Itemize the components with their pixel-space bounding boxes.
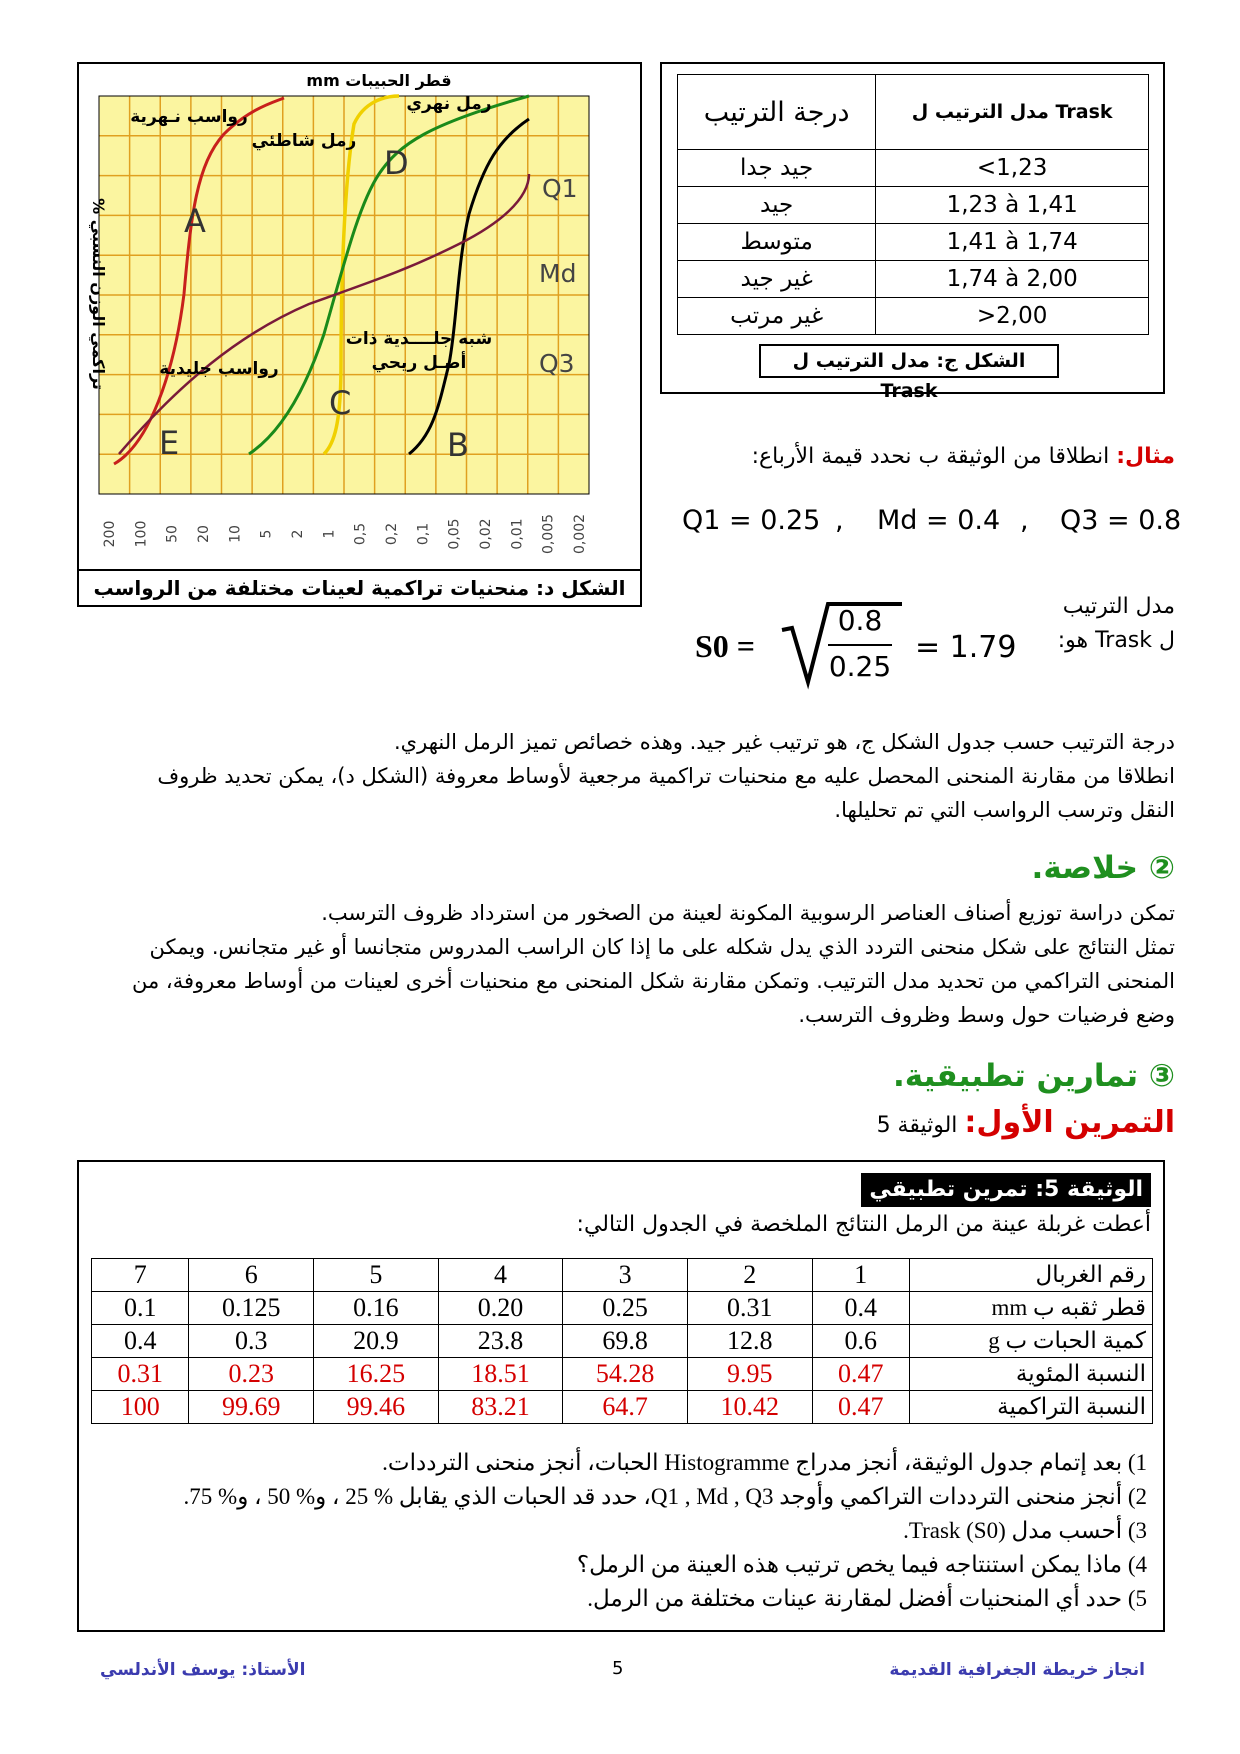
label-river-sand: رمل نهري	[406, 94, 492, 114]
table-cell: 7	[92, 1259, 189, 1292]
x-tick-label: 10	[227, 525, 244, 543]
x-tick-label: 0,01	[509, 518, 526, 550]
trask-degree: غير مرتب	[678, 298, 876, 335]
row-label: كمية الحبات ب g	[910, 1325, 1153, 1358]
first-exercise-line	[877, 1105, 1175, 1140]
trask-row	[678, 224, 1149, 261]
quartile-label-Md: Md	[539, 259, 577, 288]
summary-heading: ② خلاصة.	[1031, 850, 1175, 886]
table-cell: 20.9	[314, 1325, 439, 1358]
trask-range: >2,00	[876, 298, 1149, 335]
table-cell: 16.25	[314, 1358, 439, 1391]
curve-letter-C: C	[329, 384, 352, 422]
table-cell: 0.31	[92, 1358, 189, 1391]
exercise-questions	[87, 1446, 1147, 1616]
label-beach-sand: رمل شاطئي	[251, 131, 357, 151]
footer-author: الأستاذ: يوسف الأندلسي	[100, 1660, 306, 1680]
table-cell: 0.20	[438, 1292, 563, 1325]
x-tick-labels	[102, 514, 588, 554]
quartile-sep-2: ,	[1020, 505, 1029, 536]
paragraph-line: انطلاقا من مقارنة المنحنى المحصل عليه مع منحنيات تراكمية مرجعية لأوساط معروفة (الشكل د)، يمكن تحديد ظروف	[157, 764, 1175, 788]
table-cell: 23.8	[438, 1325, 563, 1358]
interpretation-paragraph	[75, 725, 1175, 827]
table-cell: 0.47	[812, 1391, 909, 1424]
figure-d-caption: الشكل د: منحنيات تراكمية لعينات مختلفة من الرواسب	[79, 569, 640, 605]
table-cell: 69.8	[563, 1325, 688, 1358]
summary-line: تمكن دراسة توزيع أصناف العناصر الرسوبية المكونة لعينة من الصخور من استرداد ظروف الترسب.	[321, 901, 1175, 925]
table-cell: 0.4	[92, 1325, 189, 1358]
document-5-title: الوثيقة 5: تمرين تطبيقي	[861, 1173, 1151, 1207]
example-line	[752, 440, 1175, 474]
summary-line: وضع فرضيات حول وسط وظروف الترسب.	[798, 1003, 1175, 1027]
first-exercise-label: التمرين الأول:	[964, 1105, 1175, 1140]
row-label: قطر ثقبه ب mm	[910, 1292, 1153, 1325]
curve-letter-B: B	[447, 426, 469, 464]
question-item: 4) ماذا يمكن استنتاجه فيما يخص ترتيب هذه العينة من الرمل؟	[576, 1552, 1147, 1577]
summary-paragraph	[75, 896, 1175, 1032]
document-5-box	[77, 1160, 1165, 1632]
trask-degree: جيد جدا	[678, 150, 876, 187]
curve-letter-D: D	[384, 144, 409, 182]
x-tick-label: 20	[196, 525, 212, 543]
table-cell: 4	[438, 1259, 563, 1292]
trask-caption: الشكل ج: مدل الترتيب ل Trask	[759, 344, 1059, 378]
quartile-label-Q1: Q1	[542, 174, 578, 203]
row-label: النسبة المئوية	[910, 1358, 1153, 1391]
quartile-q1: Q1 = 0.25	[682, 505, 821, 536]
table-cell: 0.16	[314, 1292, 439, 1325]
s0-label-line2: ل Trask هو:	[1057, 628, 1175, 653]
table-cell: 0.6	[812, 1325, 909, 1358]
trask-row	[678, 150, 1149, 187]
trask-table	[677, 74, 1149, 335]
table-row	[92, 1358, 1153, 1391]
table-cell: 12.8	[687, 1325, 812, 1358]
x-tick-label: 100	[133, 520, 150, 548]
table-cell: 6	[189, 1259, 314, 1292]
trask-header-coefficient: مدل الترتيب ل Trask	[876, 75, 1149, 150]
table-row	[92, 1391, 1153, 1424]
x-tick-label: 0,1	[415, 522, 432, 546]
quartile-sep-1: ,	[835, 505, 844, 536]
table-cell: 10.42	[687, 1391, 812, 1424]
exercises-heading: ③ تمارين تطبيقية.	[893, 1058, 1175, 1094]
label-glacial-sediments: رواسب جليدية	[159, 359, 279, 379]
chart-top-label: قطر الحبيبات mm	[306, 71, 452, 90]
table-row	[92, 1325, 1153, 1358]
quartile-md: Md = 0.4	[877, 505, 1001, 536]
table-cell: 54.28	[563, 1358, 688, 1391]
x-tick-label: 5	[258, 529, 275, 539]
footer-title: انجاز خريطة الجغرافية القديمة	[889, 1660, 1145, 1680]
table-cell: 9.95	[687, 1358, 812, 1391]
table-cell: 99.69	[189, 1391, 314, 1424]
figure-d-cumulative-curves	[77, 62, 642, 607]
question-item: 1) بعد إتمام جدول الوثيقة، أنجز مدراج Histogramme الحبات، أنجز منحنى الترددات.	[382, 1450, 1147, 1475]
s0-result: = 1.79	[915, 630, 1017, 665]
s0-symbol: S0 =	[695, 628, 756, 664]
cumulative-chart	[79, 64, 640, 571]
row-label: رقم الغربال	[910, 1259, 1153, 1292]
curve-letter-A: A	[184, 202, 206, 240]
s0-label	[1058, 590, 1175, 658]
table-cell: 0.47	[812, 1358, 909, 1391]
s0-numerator: 0.8	[837, 604, 883, 637]
x-tick-label: 200	[102, 520, 118, 548]
paragraph-line: درجة الترتيب حسب جدول الشكل ج، هو ترتيب غير جيد. وهذه خصائص تميز الرمل النهري.	[394, 730, 1175, 754]
paragraph-line: النقل وترسب الرواسب التي تم تحليلها.	[834, 798, 1175, 822]
document-5-intro: أعطت غربلة عينة من الرمل النتائج الملخصة في الجدول التالي:	[576, 1212, 1151, 1237]
table-cell: 3	[563, 1259, 688, 1292]
question-item: 3) أحسب مدل Trask (S0).	[903, 1518, 1147, 1543]
example-text: انطلاقا من الوثيقة ب نحدد قيمة الأرباع:	[751, 444, 1110, 469]
x-tick-label: 0,05	[446, 518, 463, 550]
trask-range: <1,23	[876, 150, 1149, 187]
table-cell: 0.23	[189, 1358, 314, 1391]
table-cell: 0.3	[189, 1325, 314, 1358]
x-tick-label: 0,02	[478, 518, 494, 550]
chart-y-axis-label: % تراكمي الوزن النسبي	[89, 198, 108, 390]
table-cell: 100	[92, 1391, 189, 1424]
trask-degree: جيد	[678, 187, 876, 224]
trask-row	[678, 261, 1149, 298]
first-exercise-ref: الوثيقة 5	[876, 1113, 958, 1138]
trask-range: 1,23 à 1,41	[876, 187, 1149, 224]
x-tick-label: 1	[321, 529, 338, 539]
trask-row	[678, 187, 1149, 224]
page-number: 5	[612, 1658, 624, 1679]
label-river-sediments: رواسب نـهرية	[130, 107, 248, 127]
x-tick-label: 0,2	[384, 522, 400, 546]
s0-denominator: 0.25	[828, 650, 892, 683]
sieve-table	[91, 1258, 1153, 1424]
x-tick-label: 50	[164, 525, 181, 543]
quartile-label-Q3: Q3	[539, 349, 575, 378]
trask-range: 1,41 à 1,74	[876, 224, 1149, 261]
table-cell: 0.31	[687, 1292, 812, 1325]
label-semi-glacial-line1: شبه جلــــدية ذات	[345, 329, 493, 349]
trask-table-box	[660, 62, 1165, 402]
x-tick-label: 2	[290, 529, 306, 539]
table-cell: 0.125	[189, 1292, 314, 1325]
table-cell: 83.21	[438, 1391, 563, 1424]
s0-label-line1: مدل الترتيب	[1062, 594, 1175, 619]
trask-header-degree: درجة الترتيب	[678, 75, 876, 150]
table-row	[92, 1259, 1153, 1292]
table-cell: 0.4	[812, 1292, 909, 1325]
row-label: النسبة التراكمية	[910, 1391, 1153, 1424]
x-tick-label: 0,002	[572, 513, 588, 555]
table-cell: 5	[314, 1259, 439, 1292]
trask-degree: متوسط	[678, 224, 876, 261]
question-item: 5) حدد أي المنحنيات أفضل لمقارنة عينات مختلفة من الرمل.	[587, 1586, 1147, 1611]
x-tick-label: 0,005	[540, 513, 557, 555]
summary-line: تمثل النتائج على شكل منحنى التردد الذي يدل شكله على ما إذا كان الراسب المدروس متجانسا أو غير متجانس. ويمكن	[149, 935, 1175, 959]
trask-range: 1,74 à 2,00	[876, 261, 1149, 298]
table-cell: 18.51	[438, 1358, 563, 1391]
summary-line: المنحنى التراكمي من تحديد مدل الترتيب. وتمكن مقارنة شكل المنحنى مع منحنيات أخرى لعينات من أوساط معروفة، من	[132, 969, 1175, 993]
table-cell: 64.7	[563, 1391, 688, 1424]
table-cell: 0.1	[92, 1292, 189, 1325]
quartile-q3: Q3 = 0.8	[1060, 505, 1182, 536]
trask-degree: غير جيد	[678, 261, 876, 298]
example-label: مثال:	[1116, 444, 1175, 469]
table-cell: 2	[687, 1259, 812, 1292]
trask-row	[678, 298, 1149, 335]
table-cell: 99.46	[314, 1391, 439, 1424]
question-item: 2) أنجز منحنى الترددات التراكمي وأوجد Q1 , Md , Q3، حدد قد الحبات الذي يقابل % 25 ، و% 50 ، و% 75.	[183, 1484, 1147, 1509]
label-semi-glacial-line2: أصـل ريحي	[371, 353, 467, 373]
x-tick-label: 0,5	[352, 522, 369, 546]
curve-letter-E: E	[159, 424, 180, 462]
table-cell: 0.25	[563, 1292, 688, 1325]
table-row	[92, 1292, 1153, 1325]
table-cell: 1	[812, 1259, 909, 1292]
